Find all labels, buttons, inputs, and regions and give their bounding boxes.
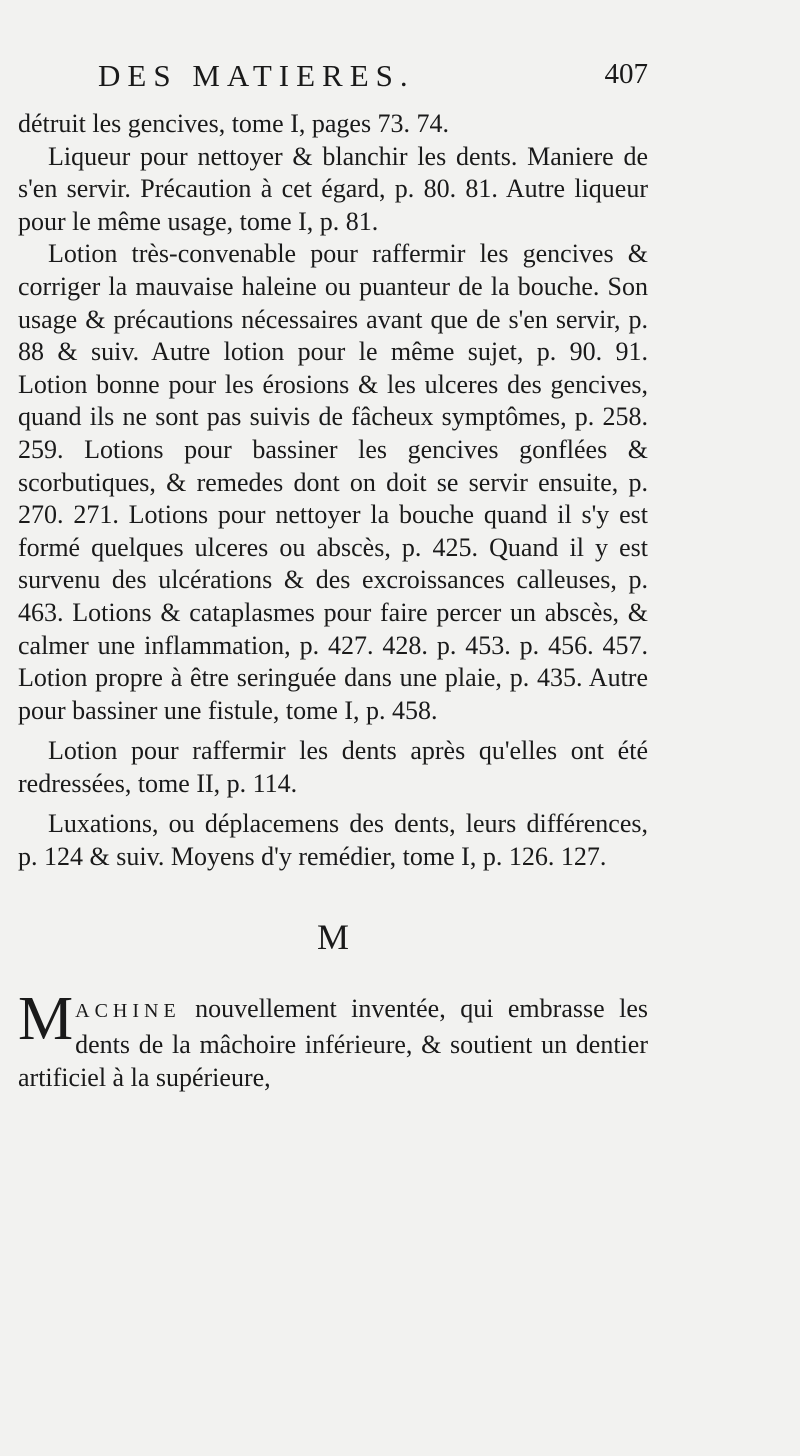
index-entry: Lotion très-convenable pour raffermir les gencives & corriger la mauvaise haleine ou puanteur de la bouche. Son usage & précautions nécessaires avant que de s'en servir, p. 88 & suiv. Autre lotion pour le même sujet, p. 90. 91. Lotion bonne pour les érosions & les ulceres des gencives, quand ils ne sont pas suivis de fâcheux symptômes, p. 258. 259. Lotions pour bassiner les gencives gonflées & scorbutiques, & remedes dont on doit se servir ensuite, p. 270. 271. Lotions pour nettoyer la bouche quand il s'y est formé quelques ulceres ou abscès, p. 425. Quand il y est survenu des ulcérations & des excroissances calleuses, p. 463. Lotions & cataplasmes pour faire percer un abscès, & calmer une inflammation, p. 427. 428. p. 453. p. 456. 457. Lotion propre à être seringuée dans une plaie, p. 435. Autre pour bassiner une fistule, tome I, p. 458.: [18, 239, 648, 725]
index-entries: [18, 108, 648, 874]
section-letter: M: [316, 916, 349, 957]
page: [18, 58, 648, 1094]
page-header: [18, 58, 648, 102]
section-first-entry: [18, 984, 648, 1094]
index-entry: Lotion pour raffermir les dents après qu'elles ont été redressées, tome II, p. 114.: [18, 736, 648, 798]
small-caps-word: ACHINE: [75, 999, 181, 1022]
index-entry: Luxations, ou déplacemens des dents, leurs différences, p. 124 & suiv. Moyens d'y remédier, tome I, p. 126. 127.: [18, 809, 648, 872]
entry-text: nouvellement inventée, qui embrasse les dents de la mâchoire inférieure, & soutient un dentier artificiel à la supérieure,: [18, 993, 648, 1092]
page-number: 407: [604, 58, 648, 90]
index-entry: détruit les gencives, tome I, pages 73. 74.: [18, 109, 450, 138]
running-title: DES MATIERES.: [98, 58, 415, 93]
drop-cap: M: [18, 984, 74, 1053]
index-entry: Liqueur pour nettoyer & blanchir les dents. Maniere de s'en servir. Précaution à cet égard, p. 80. 81. Autre liqueur pour le même usage, tome I, p. 81.: [18, 141, 648, 236]
